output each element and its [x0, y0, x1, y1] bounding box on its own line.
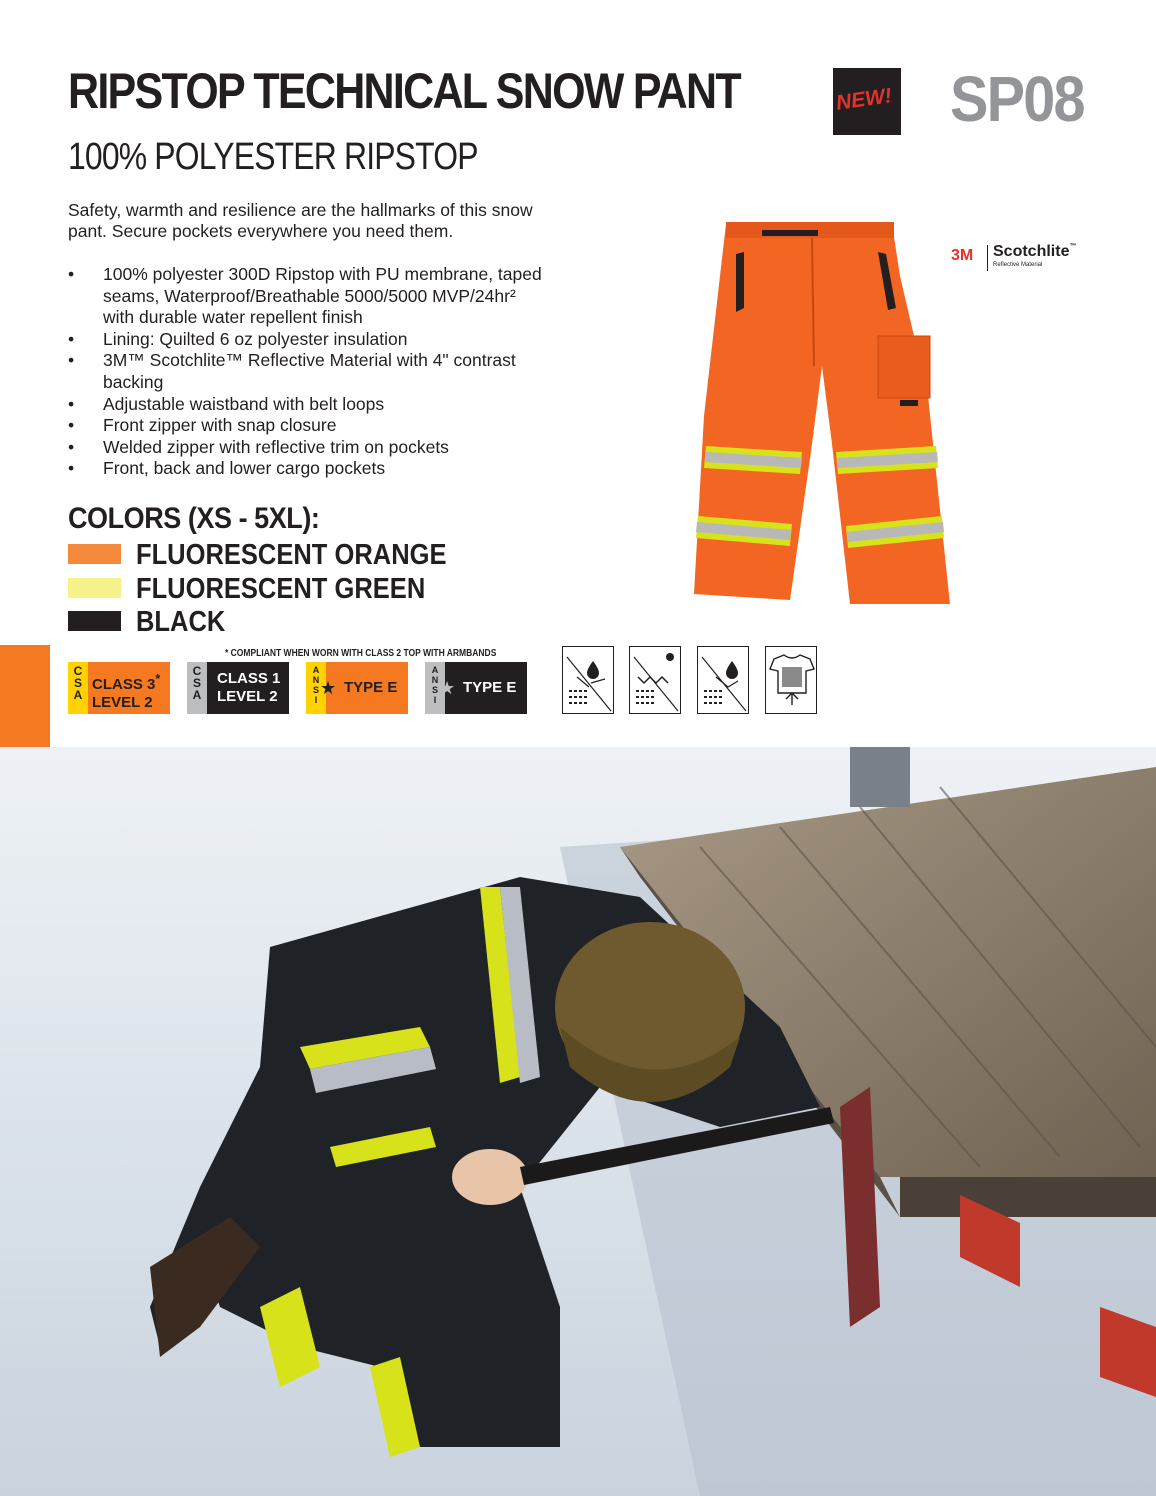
- waterproof-breathable-icon: [562, 646, 614, 714]
- product-title: RIPSTOP TECHNICAL SNOW PANT: [68, 63, 740, 119]
- badge-side: C S A: [187, 662, 207, 714]
- color-label: BLACK: [136, 606, 226, 638]
- scotchlite-tm: ™: [1069, 243, 1077, 250]
- scotchlite-name-text: Scotchlite: [993, 243, 1070, 260]
- badge-side: A N S I: [306, 662, 326, 714]
- color-swatch: [68, 544, 121, 564]
- color-swatch: [68, 611, 121, 631]
- csa-class3-badge: [68, 662, 170, 714]
- product-code: SP08: [950, 63, 1084, 135]
- color-label: FLUORESCENT GREEN: [136, 573, 426, 605]
- feature-item: • Adjustable waistband with belt loops: [68, 394, 548, 416]
- badge-side: C S A: [68, 662, 88, 714]
- badge-text: [463, 679, 516, 697]
- feature-item: • Front, back and lower cargo pockets: [68, 458, 548, 480]
- color-swatch: [68, 578, 121, 598]
- badge-text: [92, 670, 160, 712]
- 3m-logo-text: 3M: [951, 247, 974, 264]
- feature-list: [68, 264, 548, 480]
- color-label: FLUORESCENT ORANGE: [136, 539, 447, 571]
- feature-item: • Welded zipper with reflective trim on pockets: [68, 437, 548, 459]
- compliance-note: * COMPLIANT WHEN WORN WITH CLASS 2 TOP WITH ARMBANDS: [225, 648, 497, 659]
- badge-line2: LEVEL 2: [92, 694, 153, 711]
- feature-item: • Front zipper with snap closure: [68, 415, 548, 437]
- colors-title: COLORS (XS - 5XL):: [68, 502, 320, 535]
- product-subtitle: 100% POLYESTER RIPSTOP: [68, 136, 478, 178]
- insulated-garment-icon: [765, 646, 817, 714]
- star-icon: ★: [439, 678, 456, 698]
- new-badge: [833, 68, 901, 135]
- feature-item: • Lining: Quilted 6 oz polyester insulation: [68, 329, 548, 351]
- orange-tab: [0, 645, 50, 747]
- badge-text: [217, 670, 280, 706]
- feature-item: • 3M™ Scotchlite™ Reflective Material with 4" contrast backing: [68, 350, 548, 393]
- scotchlite-name: [993, 243, 1076, 261]
- new-badge-label: NEW!: [834, 84, 894, 115]
- scotchlite-sub: Reflective Material: [993, 262, 1043, 268]
- intro-text: Safety, warmth and resilience are the hallmarks of this snow pant. Secure pockets everywhere you need them.: [68, 200, 533, 241]
- feature-item: • 100% polyester 300D Ripstop with PU membrane, taped seams, Waterproof/Breathable 5000/5000 MVP/24hr² with durable water repellent finish: [68, 264, 548, 329]
- wind-breathable-icon: [629, 646, 681, 714]
- badge-side: A N S I: [425, 662, 445, 714]
- product-pants-image: [692, 216, 952, 608]
- badge-line1-mark: *: [155, 672, 161, 686]
- badge-line1: TYPE E: [344, 679, 398, 696]
- star-icon: ★: [320, 678, 337, 698]
- badge-line1: CLASS 1: [217, 670, 281, 687]
- water-repellent-icon: [697, 646, 749, 714]
- badge-line1: TYPE E: [463, 679, 517, 696]
- scotchlite-logo: [951, 243, 1091, 273]
- badge-line1: CLASS 3: [92, 676, 156, 693]
- ansi-type-e-badge: [306, 662, 408, 714]
- csa-class1-badge: [187, 662, 289, 714]
- badge-line2: LEVEL 2: [217, 688, 278, 705]
- lifestyle-photo: [0, 747, 1156, 1496]
- badge-text: [344, 679, 397, 697]
- ansi-type-e-badge: [425, 662, 527, 714]
- logo-divider: [987, 245, 988, 271]
